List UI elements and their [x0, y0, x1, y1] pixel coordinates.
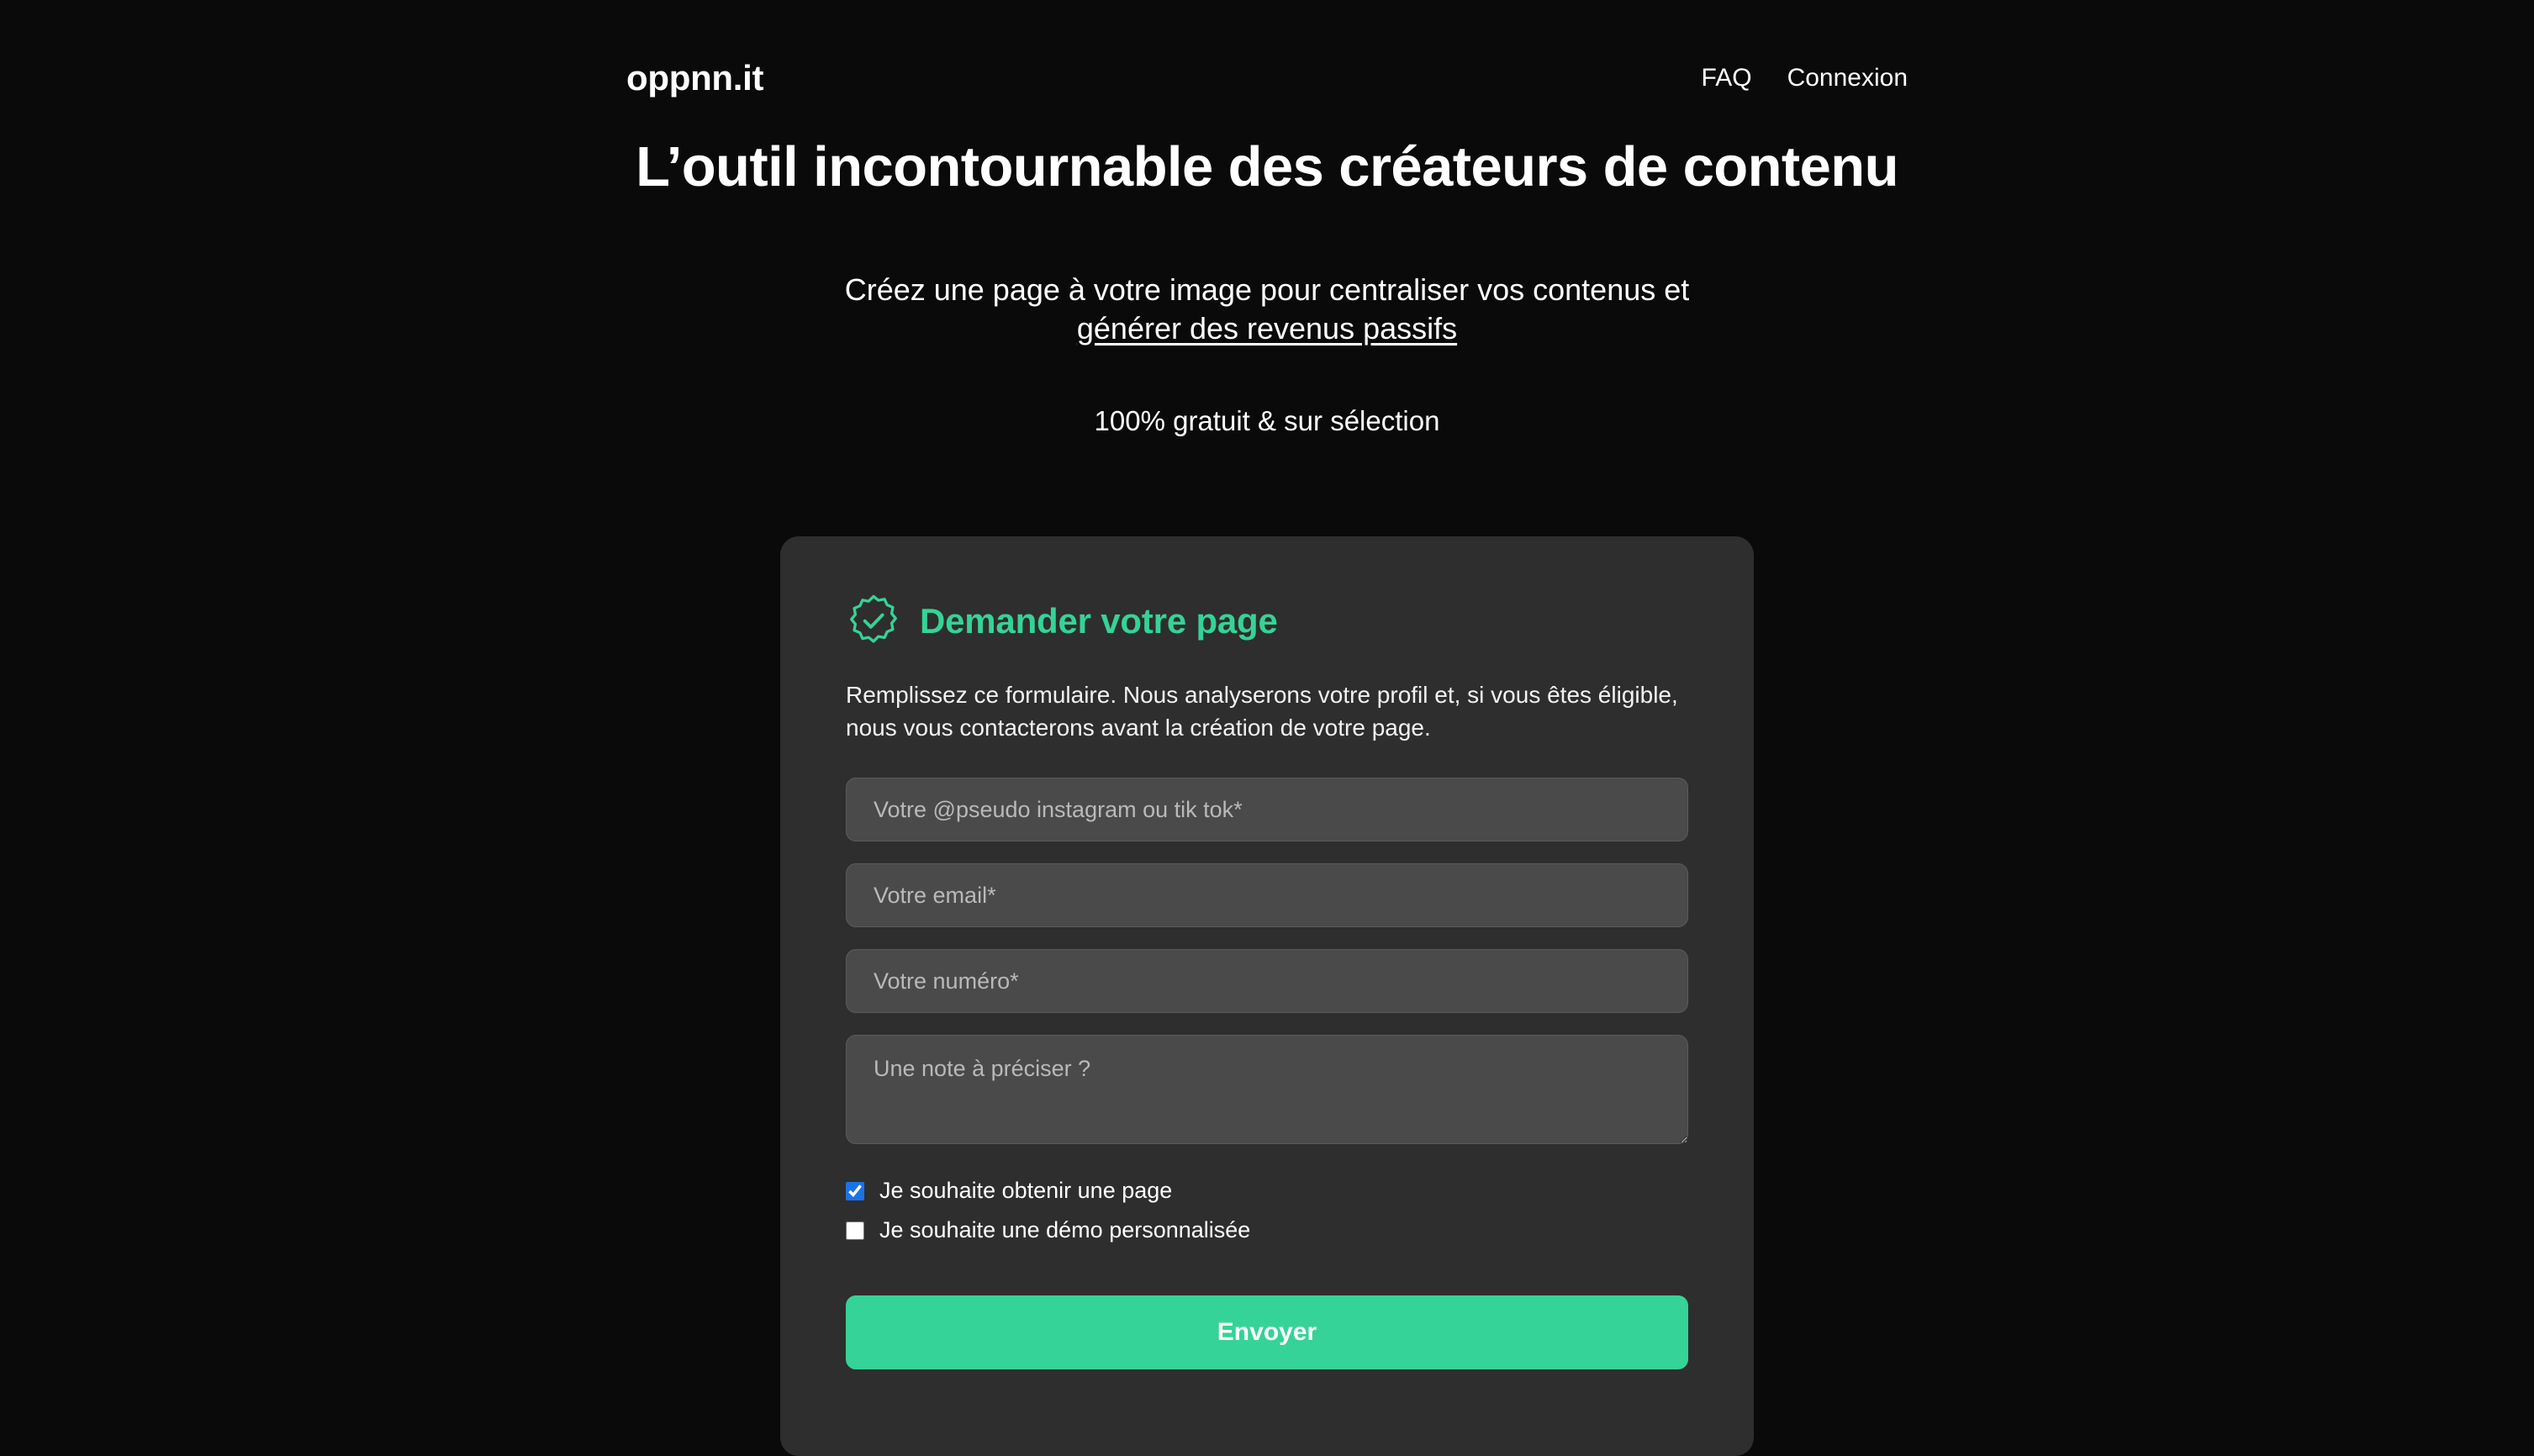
verified-check-badge-icon [846, 593, 901, 649]
hero-note: 100% gratuit & sur sélection [1094, 405, 1440, 437]
phone-input[interactable] [846, 949, 1688, 1013]
main-nav [1702, 64, 1908, 92]
checkbox-group [846, 1178, 1688, 1243]
hero-subtitle [0, 271, 2534, 348]
checkbox-demo-personnalisee[interactable] [846, 1221, 864, 1240]
request-page-card [780, 536, 1754, 1456]
checkbox-row-obtenir-page[interactable] [846, 1178, 1688, 1204]
card-description: Remplissez ce formulaire. Nous analyserons votre profil et, si vous êtes éligible, nous vous contacterons avant la création de votre page. [846, 682, 1678, 741]
checkbox-row-demo-personnalisee[interactable] [846, 1217, 1688, 1243]
hero-section [0, 135, 2534, 437]
submit-button[interactable]: Envoyer [846, 1295, 1688, 1369]
checkbox-label-obtenir-page: Je souhaite obtenir une page [879, 1178, 1173, 1204]
nav-item-faq[interactable]: FAQ [1701, 63, 1752, 92]
site-header [0, 0, 2534, 156]
page-title: L’outil incontournable des créateurs de contenu [636, 135, 1898, 198]
checkbox-obtenir-page[interactable] [846, 1182, 864, 1200]
email-input[interactable] [846, 863, 1688, 927]
hero-subtitle-line1: Créez une page à votre image pour centraliser vos contenus et [844, 272, 1690, 308]
note-textarea[interactable] [846, 1035, 1688, 1144]
hero-subtitle-line2: générer des revenus passifs [1076, 311, 1458, 346]
card-header [846, 593, 1688, 649]
brand-logo[interactable]: oppnn.it [626, 57, 764, 98]
request-form [846, 778, 1688, 1369]
handle-input[interactable] [846, 778, 1688, 841]
checkbox-label-demo-personnalisee: Je souhaite une démo personnalisée [879, 1217, 1251, 1243]
nav-item-connexion[interactable]: Connexion [1787, 63, 1908, 92]
card-title: Demander votre page [920, 601, 1278, 641]
